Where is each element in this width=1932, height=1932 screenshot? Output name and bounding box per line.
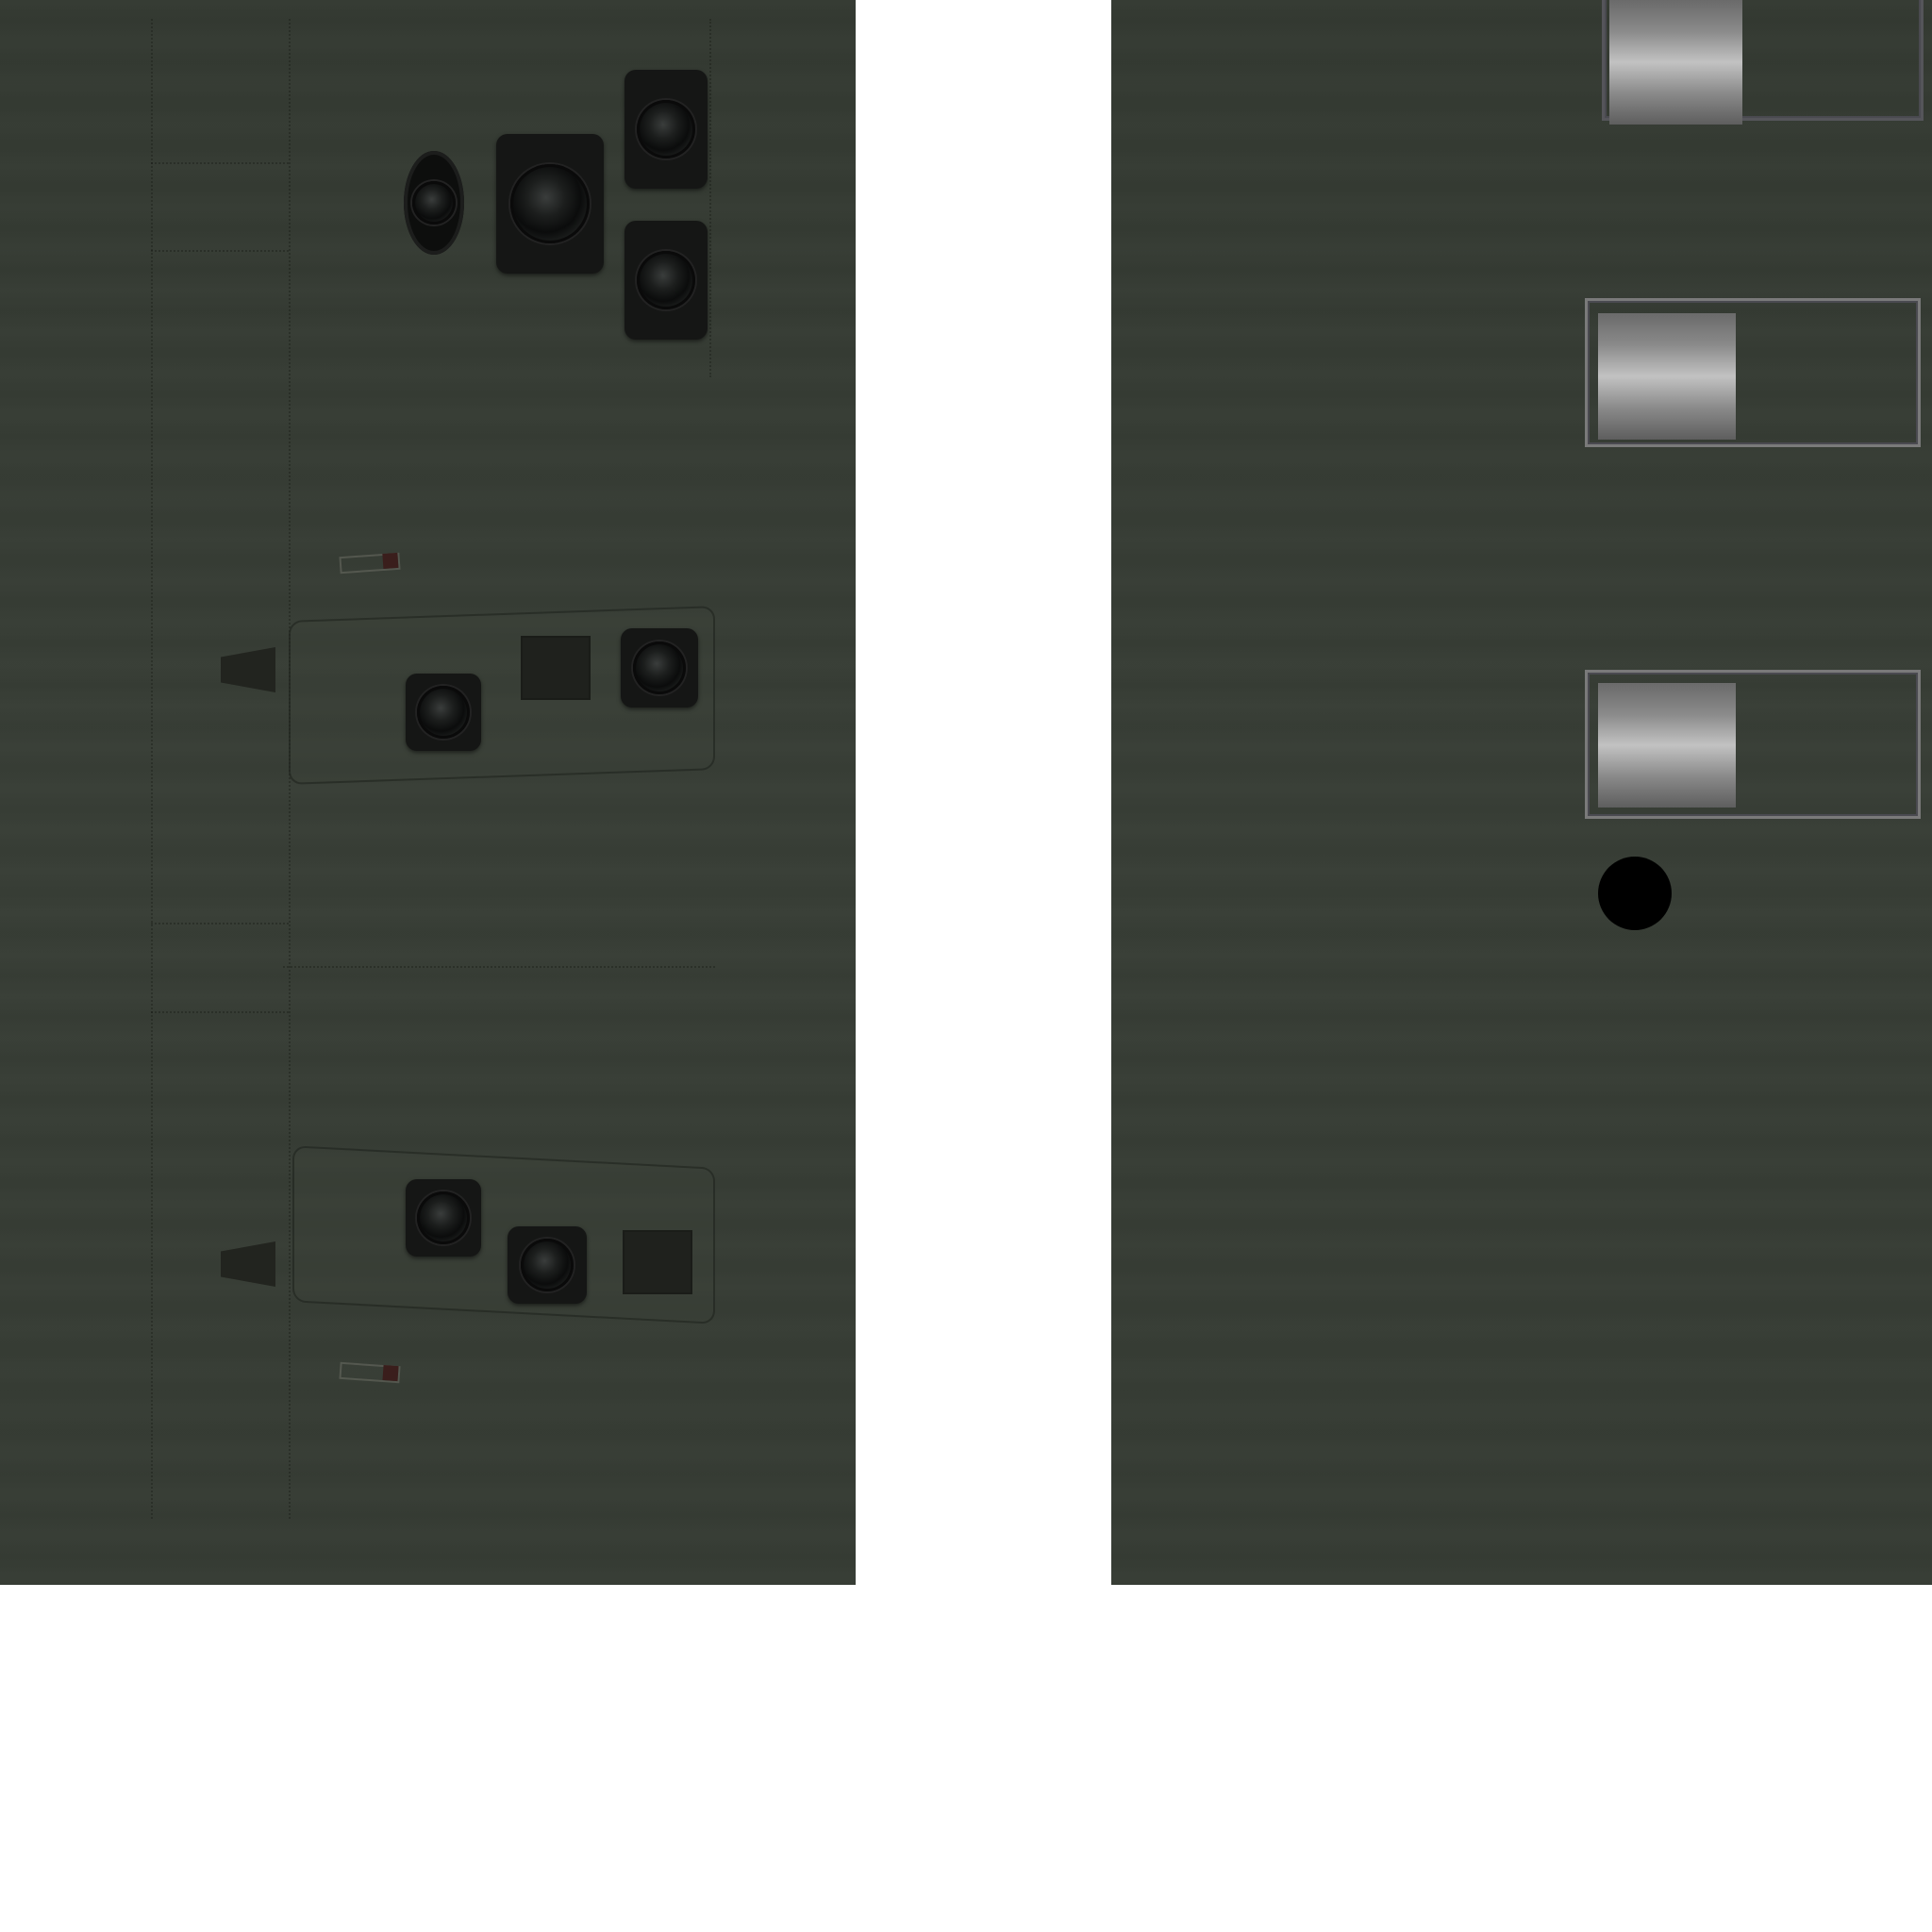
lens-icon [637, 100, 695, 158]
wedge-marker [221, 1241, 275, 1287]
camera-module-lower [625, 221, 708, 340]
square-sensor-pad [623, 1230, 692, 1294]
lens-icon [412, 181, 456, 225]
lens-icon [633, 641, 686, 694]
right-texture-panel [1111, 0, 1932, 1585]
lens-icon [521, 1239, 574, 1291]
large-camera-module [496, 134, 604, 274]
middle-camera-left [406, 674, 481, 751]
tag-marker [339, 553, 400, 574]
square-sensor-pad [521, 636, 591, 700]
horizontal-seam-3 [151, 923, 289, 924]
middle-camera-right [621, 628, 698, 708]
metal-knob-middle [1598, 313, 1736, 440]
vertical-seam-top-right [709, 19, 711, 377]
left-texture-panel [0, 0, 856, 1585]
horizontal-seam-5 [283, 966, 715, 968]
metal-knob-bottom [1598, 683, 1736, 808]
lens-icon [637, 251, 695, 309]
oval-camera-lens [404, 151, 464, 255]
wedge-marker [221, 647, 275, 692]
lens-icon [417, 1191, 470, 1244]
lens-icon [510, 164, 590, 243]
black-dot-marker [1598, 857, 1672, 930]
bottom-camera-middle [508, 1226, 587, 1304]
lens-icon [417, 686, 470, 739]
horizontal-seam-2 [151, 250, 289, 252]
vertical-seam-left [151, 19, 153, 1519]
tag-marker [339, 1362, 400, 1383]
metal-knob-top [1609, 0, 1742, 125]
bottom-camera-left [406, 1179, 481, 1257]
camera-module-upper [625, 70, 708, 189]
horizontal-seam-4 [151, 1011, 289, 1013]
horizontal-seam-1 [151, 162, 289, 164]
